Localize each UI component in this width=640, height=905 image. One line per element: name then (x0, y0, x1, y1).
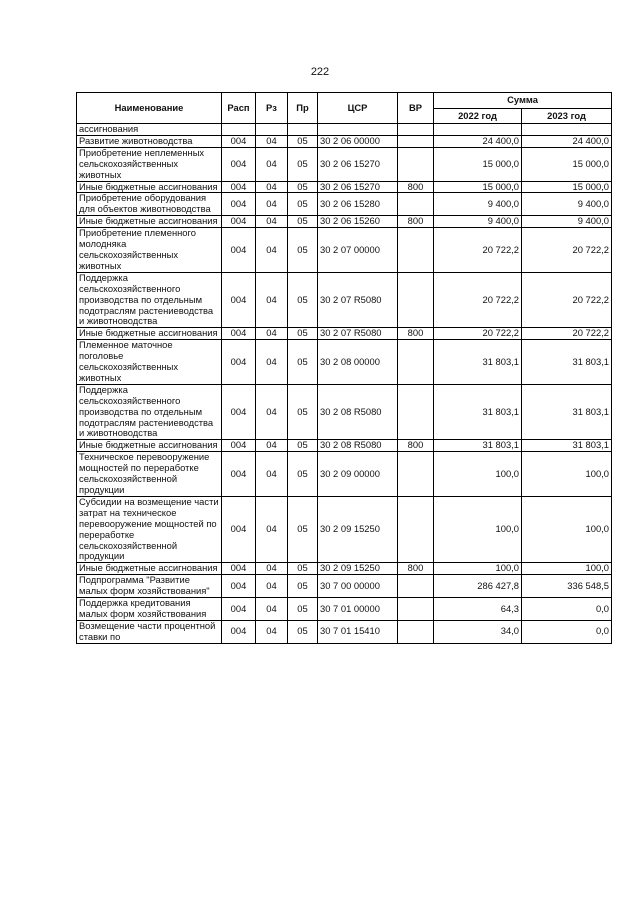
cell-vr: 800 (398, 328, 434, 340)
cell-csr: 30 2 06 15260 (318, 216, 398, 228)
table-row (77, 563, 612, 575)
cell-y2023: 100,0 (522, 496, 612, 562)
cell-rz: 04 (256, 598, 288, 621)
cell-y2023: 20 722,2 (522, 228, 612, 273)
cell-rz: 04 (256, 272, 288, 328)
cell-y2023: 20 722,2 (522, 272, 612, 328)
cell-y2022: 31 803,1 (434, 440, 522, 452)
cell-rasp: 004 (222, 563, 256, 575)
table-row (77, 328, 612, 340)
cell-y2022: 64,3 (434, 598, 522, 621)
cell-vr (398, 384, 434, 440)
header-rasp: Расп (222, 93, 256, 124)
cell-vr: 800 (398, 216, 434, 228)
cell-name: Иные бюджетные ассигнования (77, 328, 222, 340)
cell-y2022 (434, 124, 522, 136)
cell-vr (398, 272, 434, 328)
cell-y2022: 31 803,1 (434, 340, 522, 385)
cell-rz: 04 (256, 216, 288, 228)
cell-rasp: 004 (222, 384, 256, 440)
cell-rz: 04 (256, 228, 288, 273)
cell-rasp: 004 (222, 328, 256, 340)
cell-csr: 30 2 09 15250 (318, 563, 398, 575)
cell-y2022: 286 427,8 (434, 575, 522, 598)
cell-csr: 30 2 07 00000 (318, 228, 398, 273)
cell-pr: 05 (288, 228, 318, 273)
cell-name: Приобретение оборудования для объектов животноводства (77, 193, 222, 216)
cell-y2023: 15 000,0 (522, 147, 612, 181)
cell-csr: 30 7 00 00000 (318, 575, 398, 598)
table-body (77, 124, 612, 644)
cell-name: Подпрограмма "Развитие малых форм хозяйствования" (77, 575, 222, 598)
cell-vr (398, 193, 434, 216)
cell-vr (398, 147, 434, 181)
cell-rz: 04 (256, 563, 288, 575)
cell-pr: 05 (288, 328, 318, 340)
header-vr: ВР (398, 93, 434, 124)
table-row (77, 181, 612, 193)
cell-rasp: 004 (222, 598, 256, 621)
cell-rz: 04 (256, 575, 288, 598)
cell-rasp: 004 (222, 135, 256, 147)
cell-rasp: 004 (222, 440, 256, 452)
cell-y2022: 20 722,2 (434, 328, 522, 340)
cell-rz: 04 (256, 452, 288, 497)
cell-y2023: 15 000,0 (522, 181, 612, 193)
cell-pr: 05 (288, 193, 318, 216)
cell-vr (398, 620, 434, 643)
cell-name: Возмещение части процентной ставки по (77, 620, 222, 643)
cell-name: Субсидии на возмещение части затрат на техническое перевооружение мощностей по переработке сельскохозяйственной продукции (77, 496, 222, 562)
table-row (77, 228, 612, 273)
table-row (77, 496, 612, 562)
cell-vr (398, 340, 434, 385)
cell-name: Приобретение неплеменных сельскохозяйственных животных (77, 147, 222, 181)
cell-pr: 05 (288, 575, 318, 598)
cell-vr (398, 452, 434, 497)
cell-csr: 30 7 01 15410 (318, 620, 398, 643)
cell-y2023: 9 400,0 (522, 216, 612, 228)
cell-csr: 30 2 07 R5080 (318, 272, 398, 328)
cell-y2023: 100,0 (522, 563, 612, 575)
cell-pr: 05 (288, 135, 318, 147)
table-row (77, 147, 612, 181)
cell-y2022: 15 000,0 (434, 181, 522, 193)
cell-name: Иные бюджетные ассигнования (77, 181, 222, 193)
cell-y2022: 20 722,2 (434, 272, 522, 328)
cell-csr: 30 2 06 15280 (318, 193, 398, 216)
budget-table (76, 92, 612, 644)
table-row (77, 620, 612, 643)
cell-y2022: 9 400,0 (434, 216, 522, 228)
cell-rz: 04 (256, 440, 288, 452)
cell-pr: 05 (288, 216, 318, 228)
page-number: 222 (310, 66, 330, 78)
table-row (77, 440, 612, 452)
cell-pr: 05 (288, 496, 318, 562)
cell-csr: 30 2 08 00000 (318, 340, 398, 385)
cell-rz (256, 124, 288, 136)
cell-csr: 30 7 01 00000 (318, 598, 398, 621)
cell-y2023: 31 803,1 (522, 384, 612, 440)
header-rz: Рз (256, 93, 288, 124)
cell-rasp (222, 124, 256, 136)
cell-pr: 05 (288, 181, 318, 193)
cell-y2023 (522, 124, 612, 136)
cell-vr (398, 496, 434, 562)
cell-pr: 05 (288, 452, 318, 497)
cell-y2023: 100,0 (522, 452, 612, 497)
cell-y2022: 100,0 (434, 496, 522, 562)
cell-csr: 30 2 08 R5080 (318, 384, 398, 440)
cell-rz: 04 (256, 384, 288, 440)
cell-pr: 05 (288, 598, 318, 621)
cell-pr: 05 (288, 440, 318, 452)
cell-vr: 800 (398, 181, 434, 193)
table-row (77, 452, 612, 497)
cell-y2023: 24 400,0 (522, 135, 612, 147)
cell-vr (398, 228, 434, 273)
header-2023: 2023 год (522, 109, 612, 124)
cell-y2022: 34,0 (434, 620, 522, 643)
cell-csr: 30 2 06 00000 (318, 135, 398, 147)
cell-rz: 04 (256, 620, 288, 643)
cell-rasp: 004 (222, 452, 256, 497)
cell-name: Поддержка сельскохозяйственного производства по отдельным подотраслям растениеводства и животноводства (77, 384, 222, 440)
cell-rz: 04 (256, 135, 288, 147)
cell-y2022: 20 722,2 (434, 228, 522, 273)
header-pr: Пр (288, 93, 318, 124)
cell-rasp: 004 (222, 496, 256, 562)
cell-rasp: 004 (222, 272, 256, 328)
cell-csr: 30 2 08 R5080 (318, 440, 398, 452)
cell-csr: 30 2 06 15270 (318, 147, 398, 181)
table-row (77, 135, 612, 147)
cell-vr: 800 (398, 440, 434, 452)
cell-rz: 04 (256, 340, 288, 385)
cell-y2023: 20 722,2 (522, 328, 612, 340)
cell-vr (398, 135, 434, 147)
header-name: Наименование (77, 93, 222, 124)
cell-name: ассигнования (77, 124, 222, 136)
header-csr: ЦСР (318, 93, 398, 124)
cell-csr: 30 2 09 15250 (318, 496, 398, 562)
cell-rasp: 004 (222, 228, 256, 273)
cell-csr (318, 124, 398, 136)
cell-y2023: 31 803,1 (522, 440, 612, 452)
cell-y2023: 0,0 (522, 620, 612, 643)
table-row (77, 598, 612, 621)
cell-pr (288, 124, 318, 136)
cell-csr: 30 2 06 15270 (318, 181, 398, 193)
cell-name: Поддержка сельскохозяйственного производства по отдельным подотраслям растениеводства и животноводства (77, 272, 222, 328)
cell-y2022: 9 400,0 (434, 193, 522, 216)
cell-name: Приобретение племенного молодняка сельскохозяйственных животных (77, 228, 222, 273)
cell-vr: 800 (398, 563, 434, 575)
cell-pr: 05 (288, 620, 318, 643)
cell-pr: 05 (288, 272, 318, 328)
cell-rz: 04 (256, 181, 288, 193)
cell-vr (398, 575, 434, 598)
cell-y2022: 31 803,1 (434, 384, 522, 440)
cell-vr (398, 124, 434, 136)
table-row (77, 124, 612, 136)
cell-rasp: 004 (222, 620, 256, 643)
cell-y2022: 24 400,0 (434, 135, 522, 147)
cell-rasp: 004 (222, 340, 256, 385)
cell-name: Иные бюджетные ассигнования (77, 440, 222, 452)
cell-name: Техническое перевооружение мощностей по переработке сельскохозяйственной продукции (77, 452, 222, 497)
header-2022: 2022 год (434, 109, 522, 124)
cell-rz: 04 (256, 328, 288, 340)
table-row (77, 272, 612, 328)
cell-y2023: 0,0 (522, 598, 612, 621)
cell-vr (398, 598, 434, 621)
cell-rz: 04 (256, 496, 288, 562)
cell-pr: 05 (288, 147, 318, 181)
cell-rasp: 004 (222, 575, 256, 598)
cell-rasp: 004 (222, 216, 256, 228)
cell-name: Развитие животноводства (77, 135, 222, 147)
cell-y2023: 9 400,0 (522, 193, 612, 216)
table-row (77, 340, 612, 385)
table-row (77, 575, 612, 598)
table-row (77, 384, 612, 440)
cell-rasp: 004 (222, 181, 256, 193)
cell-name: Поддержка кредитования малых форм хозяйствования (77, 598, 222, 621)
cell-pr: 05 (288, 563, 318, 575)
cell-y2022: 100,0 (434, 452, 522, 497)
cell-y2022: 100,0 (434, 563, 522, 575)
cell-rz: 04 (256, 193, 288, 216)
header-sum: Сумма (434, 93, 612, 109)
cell-y2023: 336 548,5 (522, 575, 612, 598)
cell-name: Иные бюджетные ассигнования (77, 216, 222, 228)
cell-pr: 05 (288, 384, 318, 440)
cell-rasp: 004 (222, 147, 256, 181)
cell-name: Иные бюджетные ассигнования (77, 563, 222, 575)
cell-csr: 30 2 07 R5080 (318, 328, 398, 340)
cell-csr: 30 2 09 00000 (318, 452, 398, 497)
cell-y2023: 31 803,1 (522, 340, 612, 385)
cell-rasp: 004 (222, 193, 256, 216)
table-row (77, 216, 612, 228)
table-row (77, 193, 612, 216)
cell-pr: 05 (288, 340, 318, 385)
cell-rz: 04 (256, 147, 288, 181)
cell-name: Племенное маточное поголовье сельскохозяйственных животных (77, 340, 222, 385)
cell-y2022: 15 000,0 (434, 147, 522, 181)
